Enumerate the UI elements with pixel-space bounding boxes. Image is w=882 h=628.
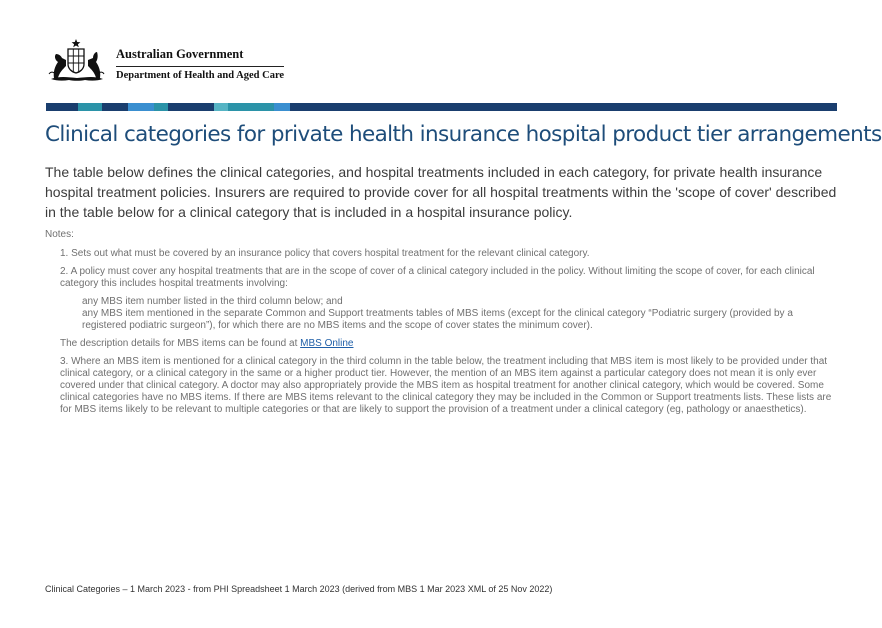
stripe-segment xyxy=(228,103,274,111)
stripe-segment xyxy=(168,103,214,111)
notes-label: Notes: xyxy=(45,229,74,240)
stripe-segment xyxy=(214,103,228,111)
intro-paragraph: The table below defines the clinical categories, and hospital treatments included in each category, for private health insurance hospital treatment policies. Insurers are required to provide cover for all hospital treatments within the 'scope of cover' described in the table below for a clinical category that is included in a hospital insurance policy. xyxy=(45,164,837,220)
note-3: 3. Where an MBS item is mentioned for a clinical category in the third column in the table below, the treatment including that MBS item is most likely to be provided under that clinical category, or a clinical category in the same or a higher product tier. However, the mention of an MBS item against a particular category does not mean it is only ever covered under that clinical category. A doctor may also appropriately provide the MBS item as hospital treatment for another clinical category, which would be covered. Some clinical categories have no MBS items. If there are MBS items relevant to the clinical category they may be included in the Common or Support treatments lists. These lists are for MBS items likely to be relevant to multiple categories or that are likely to support the provision of a treatment under a clinical category (eg, pathology or anaesthetics). xyxy=(60,356,832,415)
stripe-segment xyxy=(102,103,128,111)
mbs-online-link[interactable]: MBS Online xyxy=(300,338,354,349)
page-footer: Clinical Categories – 1 March 2023 - from PHI Spreadsheet 1 March 2023 (derived from MBS 1 Mar 2023 XML of 25 Nov 2022) xyxy=(45,584,553,594)
coat-of-arms-icon xyxy=(46,38,108,82)
mbs-description-line xyxy=(60,338,840,350)
note-2-subitem-1: any MBS item number listed in the third column below; and xyxy=(82,296,343,307)
header-color-stripe xyxy=(46,103,837,111)
note-2: 2. A policy must cover any hospital treatments that are in the scope of cover of a clinical category included in the policy. Without limiting the scope of cover, for each clinical category this includes hospital treatments involving: xyxy=(60,266,815,289)
stripe-segment xyxy=(46,103,78,111)
stripe-segment xyxy=(274,103,290,111)
stripe-segment xyxy=(128,103,154,111)
notes-section xyxy=(45,229,840,416)
page-title: Clinical categories for private health insurance hospital product tier arrangements xyxy=(45,122,882,147)
stripe-segment xyxy=(290,103,837,111)
stripe-segment xyxy=(78,103,102,111)
stripe-segment xyxy=(154,103,168,111)
org-name: Australian Government xyxy=(116,47,284,67)
mbs-description-text: The description details for MBS items can be found at xyxy=(60,338,301,349)
department-name: Department of Health and Aged Care xyxy=(116,70,285,81)
note-2-subitem-2: any MBS item mentioned in the separate Common and Support treatments tables of MBS items (except for the clinical category “Podiatric surgery (provided by a registered podiatric surgeon”), for which there are no MBS items and the scope of cover states the minimum cover). xyxy=(82,308,793,331)
note-1: 1. Sets out what must be covered by an insurance policy that covers hospital treatment for the relevant clinical category. xyxy=(60,248,590,259)
